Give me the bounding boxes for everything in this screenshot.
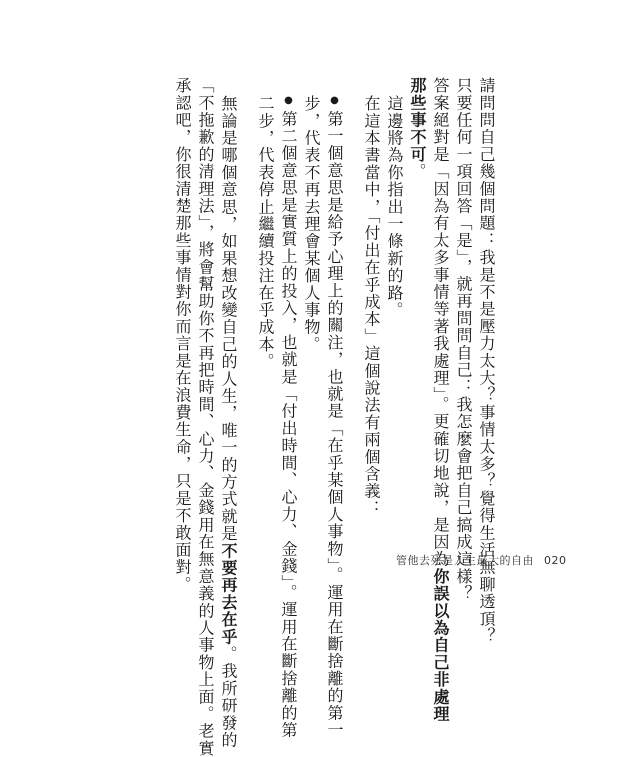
body-text: 二步，代表停止繼續投注在乎成本。 (256, 95, 275, 371)
emphasis-text: 你誤以為自己非處理 (431, 567, 450, 723)
body-text: 。我所研發的 (219, 645, 238, 749)
text-column (430, 77, 450, 723)
text-column (218, 95, 238, 749)
text-column (453, 77, 473, 602)
text-column (301, 95, 321, 353)
body-text: 只要任何一項回答「是」，就再問問自己：我怎麼會把自己搞成這樣？ (454, 77, 473, 603)
text-column (407, 77, 427, 180)
emphasis-text: 不要再去在乎 (219, 542, 238, 646)
text-column (278, 95, 298, 739)
body-text: 承認吧，你很清楚那些事情對你而言是在浪費生命，只是不敢面對。 (173, 77, 192, 593)
text-column (195, 77, 215, 757)
running-title: 管他去死是人生最大的自由 (396, 554, 534, 567)
body-text: 答案絕對是「因為有太多事情等著我處理」。更確切地說，是因為 (431, 77, 450, 568)
text-column (384, 95, 404, 319)
text-column (361, 95, 381, 517)
text-column (324, 95, 344, 739)
text-column (255, 95, 275, 370)
emphasis-text: 那些事不可 (408, 77, 427, 163)
body-text: 步，代表不再去理會某個人事物。 (302, 95, 321, 353)
body-text: 這邊將為你指出一條新的路。 (385, 95, 404, 319)
body-text: 第二個意思是實質上的投入，也就是「付出時間、心力、金錢」。運用在斷捨離的第 (279, 110, 298, 739)
bullet-icon: ● (329, 95, 340, 108)
body-text: 無論是哪個意思，如果想改變自己的人生，唯一的方式就是 (219, 95, 238, 543)
body-text: 「不拖歉的清理法」，將會幫助你不再把時間、心力、金錢用在無意義的人事物上面。老實 (196, 77, 215, 757)
body-text: 。 (408, 163, 427, 181)
bullet-icon: ● (283, 95, 294, 108)
body-text: 請問問自己幾個問題：我是不是壓力太大？事情太多？覺得生活無聊透頂？ (477, 77, 496, 645)
body-text: 第一個意思是給予心理上的關注，也就是「在乎某個人事物」。運用在斷捨離的第一 (325, 110, 344, 739)
body-text: 在這本書當中，「付出在乎成本」這個說法有兩個含義： (362, 95, 381, 517)
text-column (172, 77, 192, 593)
page-footer (396, 552, 567, 568)
page-number: 020 (544, 554, 567, 567)
